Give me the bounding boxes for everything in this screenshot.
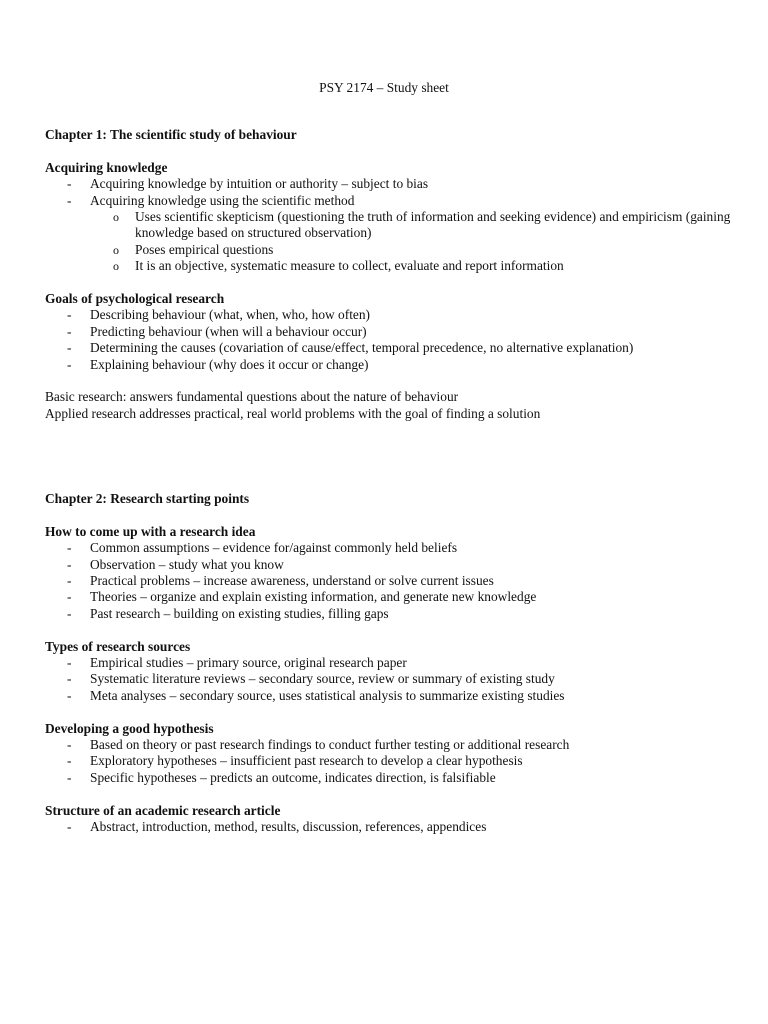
dash-bullet: -	[67, 605, 72, 621]
page-title: PSY 2174 – Study sheet	[319, 80, 449, 95]
list-item: - Explaining behaviour (why does it occur or change)	[67, 356, 369, 372]
list-item: - Exploratory hypotheses – insufficient past research to develop a clear hypothesis	[67, 753, 523, 769]
list-item: - Theories – organize and explain existing information, and generate new knowledge	[67, 589, 537, 605]
list-item: - Systematic literature reviews – secondary source, review or summary of existing study	[67, 671, 555, 687]
list-item: - Acquiring knowledge using the scientific method	[67, 192, 355, 208]
dash-bullet: -	[67, 356, 72, 372]
goals-heading: Goals of psychological research	[45, 291, 225, 307]
dash-bullet: -	[67, 753, 72, 769]
list-item: - Observation – study what you know	[67, 556, 284, 572]
dash-bullet: -	[67, 589, 72, 605]
dash-bullet: -	[67, 307, 72, 323]
list-item: - Predicting behaviour (when will a behaviour occur)	[67, 323, 367, 339]
dash-bullet: -	[67, 556, 72, 572]
dash-bullet: -	[67, 671, 72, 687]
list-item: - Meta analyses – secondary source, uses statistical analysis to summarize existing studies	[67, 687, 565, 703]
circle-bullet: o	[113, 210, 119, 225]
circle-bullet: o	[113, 242, 119, 257]
acquiring-knowledge-heading: Acquiring knowledge	[45, 159, 168, 175]
sub-list-item: o Poses empirical questions	[113, 241, 274, 257]
hypothesis-heading: Developing a good hypothesis	[45, 720, 214, 736]
basic-research-text: Basic research: answers fundamental questions about the nature of behaviour	[45, 389, 459, 405]
list-item: - Past research – building on existing studies, filling gaps	[67, 605, 389, 621]
dash-bullet: -	[67, 323, 72, 339]
list-item: - Based on theory or past research findings to conduct further testing or additional research	[67, 737, 570, 753]
list-item: - Specific hypotheses – predicts an outcome, indicates direction, is falsifiable	[67, 769, 496, 785]
dash-bullet: -	[67, 176, 72, 192]
dash-bullet: -	[67, 687, 72, 703]
dash-bullet: -	[67, 819, 72, 835]
list-item: - Abstract, introduction, method, results, discussion, references, appendices	[67, 819, 487, 835]
list-item: - Practical problems – increase awareness, understand or solve current issues	[67, 573, 494, 589]
sub-list-item: o It is an objective, systematic measure to collect, evaluate and report information	[113, 258, 564, 274]
chapter-1-title: Chapter 1: The scientific study of behaviour	[45, 127, 297, 142]
dash-bullet: -	[67, 655, 72, 671]
dash-bullet: -	[67, 737, 72, 753]
research-idea-heading: How to come up with a research idea	[45, 523, 256, 539]
list-item: - Acquiring knowledge by intuition or authority – subject to bias	[67, 176, 429, 192]
dash-bullet: -	[67, 192, 72, 208]
list-item: - Describing behaviour (what, when, who, how often)	[67, 307, 371, 323]
dash-bullet: -	[67, 340, 72, 356]
chapter-2-section	[45, 491, 748, 835]
dash-bullet: -	[67, 573, 72, 589]
list-item: - Determining the causes (covariation of cause/effect, temporal precedence, no alternative explanation)	[67, 340, 634, 356]
research-sources-heading: Types of research sources	[45, 638, 191, 654]
list-item: - Common assumptions – evidence for/against commonly held beliefs	[67, 540, 458, 556]
list-item: - Empirical studies – primary source, original research paper	[67, 655, 407, 671]
chapter-1-section	[45, 127, 748, 422]
dash-bullet: -	[67, 769, 72, 785]
sub-list-item: o Uses scientific skepticism (questioning the truth of information and seeking evidence) and empiricism (gaining knowledge based on structured observation)	[113, 209, 731, 241]
circle-bullet: o	[113, 259, 119, 274]
dash-bullet: -	[67, 540, 72, 556]
article-structure-heading: Structure of an academic research article	[45, 802, 281, 818]
applied-research-text: Applied research addresses practical, real world problems with the goal of finding a solution	[45, 405, 541, 421]
chapter-2-title: Chapter 2: Research starting points	[45, 491, 250, 506]
